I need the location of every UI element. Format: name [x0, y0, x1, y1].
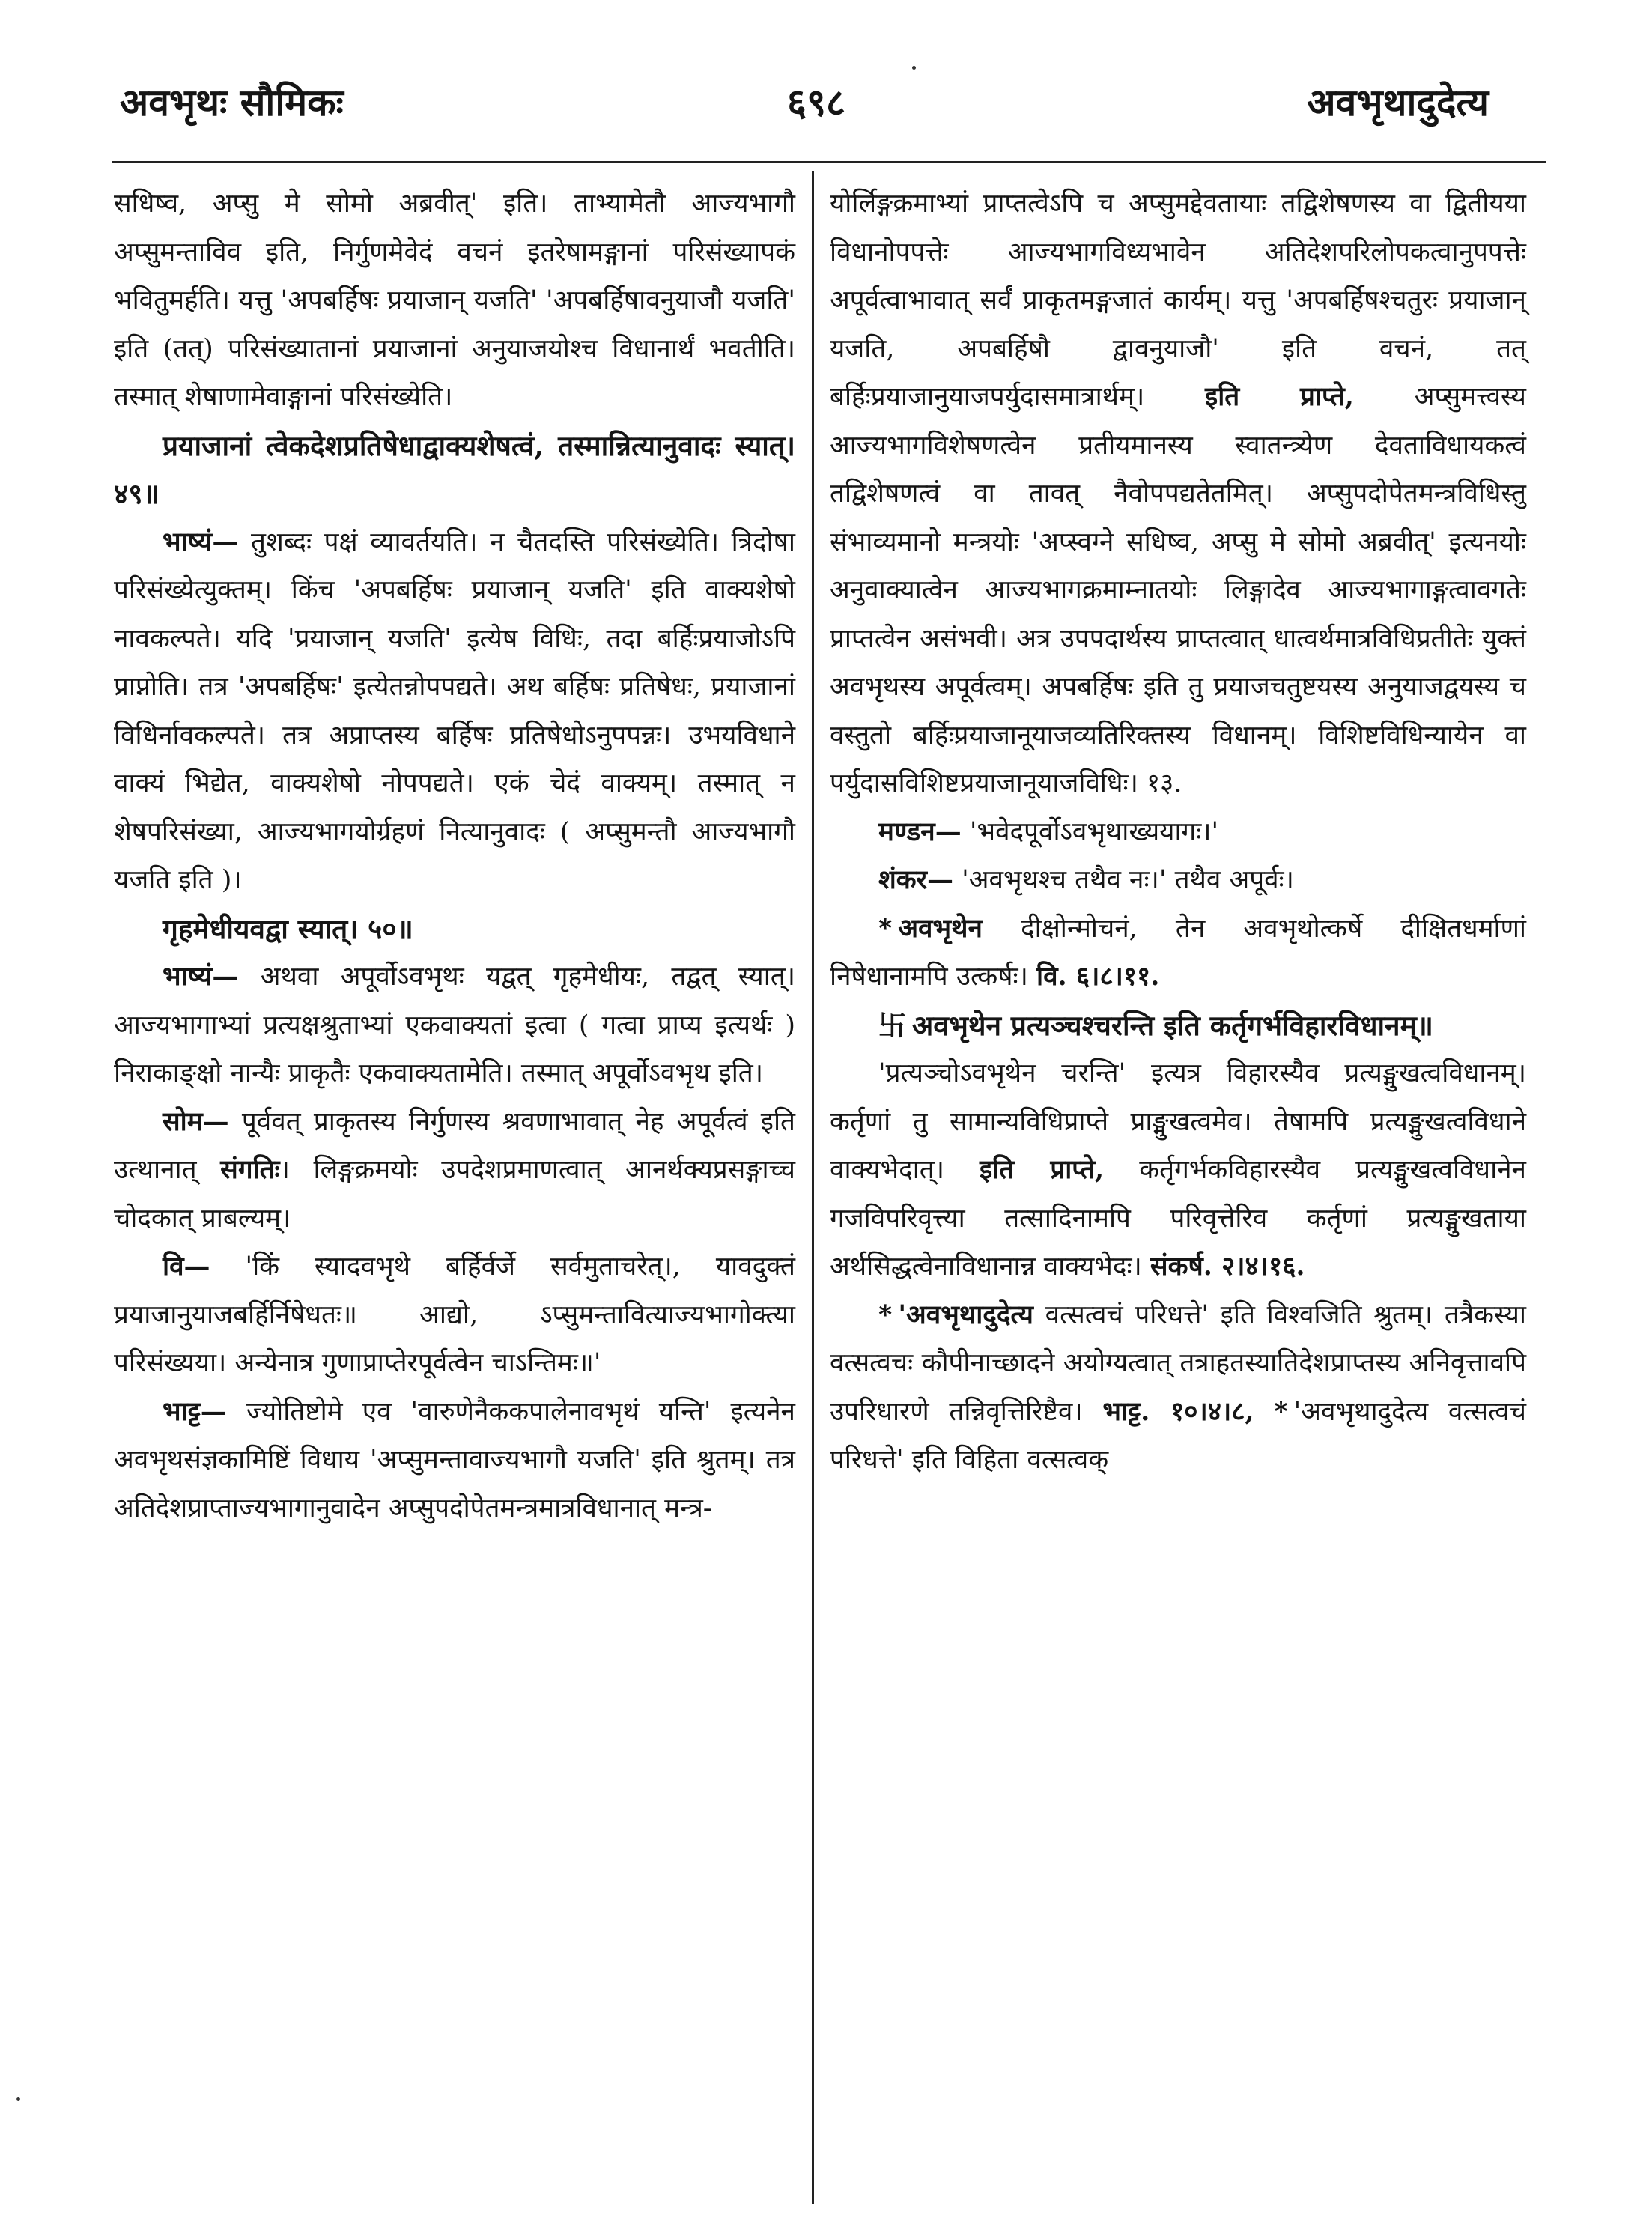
iti-bold: इति [1205, 381, 1240, 412]
bhatta-commentary [114, 1388, 795, 1533]
right-column [830, 180, 1526, 1484]
sutra-50: गृहमेधीयवद्वा स्यात्। ५०॥ [163, 912, 413, 945]
sankarsha-reference: संकर्ष. २।४।१६. [1150, 1251, 1305, 1282]
asterisk-mark: * [878, 912, 893, 944]
paragraph-continuation: सधिष्व, अप्सु मे सोमो अब्रवीत्' इति। ताभ्यामेतौ आज्यभागौ अप्सुमन्ताविव इति, निर्गुणमेवेदं वचनं इतरेषामङ्गानां परिसंख्यापकं भवितुमर्हति। यत्तु 'अपबर्हिषः प्रयाजान् यजति' 'अपबर्हिषावनुयाजौ यजति' इति (तत्) परिसंख्यातानां प्रयाजानां अनुयाजयोश्च विधानार्थं भवतीति। तस्मात् शेषाणामेवाङ्गानां परिसंख्येति। [114, 189, 795, 412]
heading-text: अवभृथेन प्रत्यञ्चश्चरन्ति इति कर्तृगर्भविहारविधानम्॥ [912, 1008, 1433, 1042]
left-column [114, 180, 795, 1532]
asterisk-mark: * [878, 1299, 893, 1330]
prapte-bold: प्राप्ते, [1300, 381, 1354, 412]
vi-label: वि— [163, 1251, 210, 1282]
shankara-label: शंकर— [878, 864, 953, 895]
swastika-mark: 卐 [878, 1008, 906, 1042]
note-keyword: 'अवभृथादुदेत्य [898, 1299, 1033, 1330]
shankara-commentary [830, 856, 1526, 905]
shankara-text: 'अवभृथश्च तथैव नः।' तथैव अपूर्वः। [962, 865, 1294, 895]
column-divider [812, 171, 814, 2204]
section-heading [830, 1001, 1526, 1050]
speck-mark [912, 66, 916, 70]
speck-mark [16, 2097, 20, 2101]
bhashya-text: अथवा अपूर्वोऽवभृथः यद्वत् गृहमेधीयः, तद्वत् स्यात्। आज्यभागाभ्यां प्रत्यक्षश्रुताभ्यां एकवाक्यतां इत्वा ( गत्वा प्राप्य इत्यर्थः ) निराकाङ्क्षो नान्यैः प्राकृतैः एकवाक्यतामेति। तस्मात् अपूर्वोऽवभृथ इति। [114, 962, 795, 1088]
soma-text-a: पूर्ववत् प्राकृतस्य निर्गुणस्य श्रवणाभावात् नेह अपूर्वत्वं इति उत्थानात् [114, 1106, 795, 1185]
sutra-49: प्रयाजानां त्वेकदेशप्रतिषेधाद्वाक्यशेषत्वं, तस्मान्नित्यानुवादः स्यात्। ४९॥ [114, 428, 795, 510]
running-header-right: अवभृथादुदेत्य [1307, 80, 1489, 124]
note-keyword: अवभृथेन [898, 912, 983, 944]
note-reference: वि. ६।८।११. [1036, 961, 1160, 992]
bhatta-text: ज्योतिष्टोमे एव 'वारुणेनैककपालेनावभृथं यन्ति' इत्यनेन अवभृथसंज्ञकामिष्टिं विधाय 'अप्सुमन्तावाज्यभागौ यजति' इति श्रुतम्। तत्र अतिदेशप्राप्ताज्यभागानुवादेन अप्सुपदोपेतमन्त्रमात्रविधानात् मन्त्र- [114, 1396, 795, 1523]
mandana-commentary [830, 808, 1526, 857]
note-avabhrithena [830, 905, 1526, 1001]
soma-text-b: । लिङ्गक्रमयोः उपदेशप्रमाणत्वात् आनर्थक्यप्रसङ्गाच्च चोदकात् प्राबल्यम्। [114, 1155, 795, 1234]
note-text: दीक्षोन्मोचनं, तेन अवभृथोत्कर्षे दीक्षितधर्माणां निषेधानामपि उत्कर्षः। [830, 913, 1526, 992]
paragraph-pratyanch [830, 1049, 1526, 1291]
bhashya-label: भाष्यं— [163, 526, 239, 557]
note-vatsatvak [830, 1291, 1526, 1484]
running-header-left: अवभृथः सौमिकः [120, 80, 344, 124]
bhashya-label: भाष्यं— [163, 961, 239, 992]
mandana-label: मण्डन— [878, 816, 962, 847]
asterisk-mark: * [1274, 1395, 1288, 1427]
soma-label: सोम— [163, 1106, 229, 1137]
text-a: योर्लिङ्गक्रमाभ्यां प्राप्तत्वेऽपि च अप्सुमद्देवतायाः तद्विशेषणस्य वा द्वितीयया विधानोपपत्तेः आज्यभागविध्यभावेन अतिदेशपरिलोपकत्वानुपपत्तेः अपूर्वत्वाभावात् सर्वं प्राकृतमङ्गजातं कार्यम्। यत्तु 'अपबर्हिषश्चतुरः प्रयाजान् यजति, अपबर्हिषौ द्वावनुयाजौ' इति वचनं, तत् बर्हिःप्रयाजानुयाजपर्युदासमात्रार्थम्। [830, 189, 1526, 412]
note-text-continued: 'अवभृथादुदेत्य वत्सत्वचं परिधत्ते' इति विहिता वत्सत्वक् [830, 1396, 1526, 1475]
header-rule [112, 161, 1546, 163]
bhashya-text: तुशब्दः पक्षं व्यावर्तयति। न चैतदस्ति परिसंख्येति। त्रिदोषा परिसंख्येत्युक्तम्। किंच 'अपबर्हिषः प्रयाजान् यजति' इति वाक्यशेषो नावकल्पते। यदि 'प्रयाजान् यजति' इत्येष विधिः, तदा बर्हिःप्रयाजोऽपि प्राप्नोति। तत्र 'अपबर्हिषः' इत्येतन्नोपपद्यते। अथ बर्हिषः प्रतिषेधः, प्रयाजानां विधिर्नावकल्पते। तत्र अप्राप्तस्य बर्हिषः प्रतिषेधोऽनुपपन्नः। उभयविधाने वाक्यं भिद्येत, वाक्यशेषो नोपपद्यते। एकं चेदं वाक्यम्। तस्मात् न शेषपरिसंख्या, आज्यभागयोर्ग्रहणं नित्यानुवादः ( अप्सुमन्तौ आज्यभागौ यजति इति )। [114, 527, 795, 895]
soma-sangati: संगतिः [220, 1154, 280, 1185]
mandana-text: 'भवेदपूर्वोऽवभृथाख्ययागः।' [969, 816, 1219, 847]
text-b: कर्तृगर्भकविहारस्यैव प्रत्यङ्मुखत्वविधानेन गजविपरिवृत्त्या तत्सादिनामपि परिवृत्तेरिव कर्तृणां प्रत्यङ्मुखताया अर्थसिद्धत्वेनाविधानान्न वाक्यभेदः। [830, 1155, 1526, 1282]
iti-prapte-bold: इति प्राप्ते, [980, 1154, 1105, 1185]
bhashya-commentary [114, 953, 795, 1098]
vi-commentary [114, 1243, 795, 1388]
note-text: वत्सत्वचं परिधत्ते' इति विश्वजिति श्रुतम्। तत्रैकस्या वत्सत्वचः कौपीनाच्छादने अयोग्यत्वात् तत्राहतस्यातिदेशप्राप्तस्य अनिवृत्तावपि उपरिधारणे तन्निवृत्तिरिष्टैव। [830, 1299, 1526, 1427]
soma-commentary [114, 1098, 795, 1243]
paragraph-continuation [830, 180, 1526, 808]
bhatta-label: भाट्ट— [163, 1395, 227, 1427]
page-number: ६९८ [787, 80, 845, 124]
vi-text: 'किं स्यादवभृथे बर्हिर्वर्जे सर्वमुताचरेत्।, यावदुक्तं प्रयाजानुयाजबर्हिर्निषेधतः॥ आद्यो, ऽप्सुमन्तावित्याज्यभागोक्त्या परिसंख्यया। अन्येनात्र गुणाप्राप्तेरपूर्वत्वेन चाऽन्तिमः॥' [114, 1252, 795, 1378]
bhashya-commentary [114, 518, 795, 905]
text-a: 'प्रत्यञ्चोऽवभृथेन चरन्ति' इत्यत्र विहारस्यैव प्रत्यङ्मुखत्वविधानम्। कर्तृणां तु सामान्यविधिप्राप्ते प्राङ्मुखत्वमेव। तेषामपि प्रत्यङ्मुखत्वविधाने वाक्यभेदात्। [830, 1058, 1526, 1185]
bhatta-reference: भाट्ट. १०।४।८, [1102, 1395, 1254, 1427]
text-b: अप्सुमत्त्वस्य आज्यभागविशेषणत्वेन प्रतीयमानस्य स्वातन्त्र्येण देवताविधायकत्वं तद्विशेषणत्वं वा तावत् नैवोपपद्यतेतमित्। अप्सुपदोपेतमन्त्रविधिस्तु संभाव्यमानो मन्त्रयोः 'अप्स्वग्ने सधिष्व, अप्सु मे सोमो अब्रवीत्' इत्यनयोः अनुवाक्यात्वेन आज्यभागक्रमाम्नातयोः लिङ्गादेव आज्यभागाङ्गत्वावगतेः प्राप्तत्वेन असंभवी। अत्र उपपदार्थस्य प्राप्तत्वात् धात्वर्थमात्रविधिप्रतीतेः युक्तं अवभृथस्य अपूर्वत्वम्। अपबर्हिषः इति तु प्रयाजचतुष्टयस्य अनुयाजद्वयस्य च वस्तुतो बर्हिःप्रयाजानूयाजव्यतिरिक्तस्य विधानम्। विशिष्टविधिन्यायेन वा पर्युदासविशिष्टप्रयाजानूयाजविधिः। १३. [830, 382, 1526, 798]
